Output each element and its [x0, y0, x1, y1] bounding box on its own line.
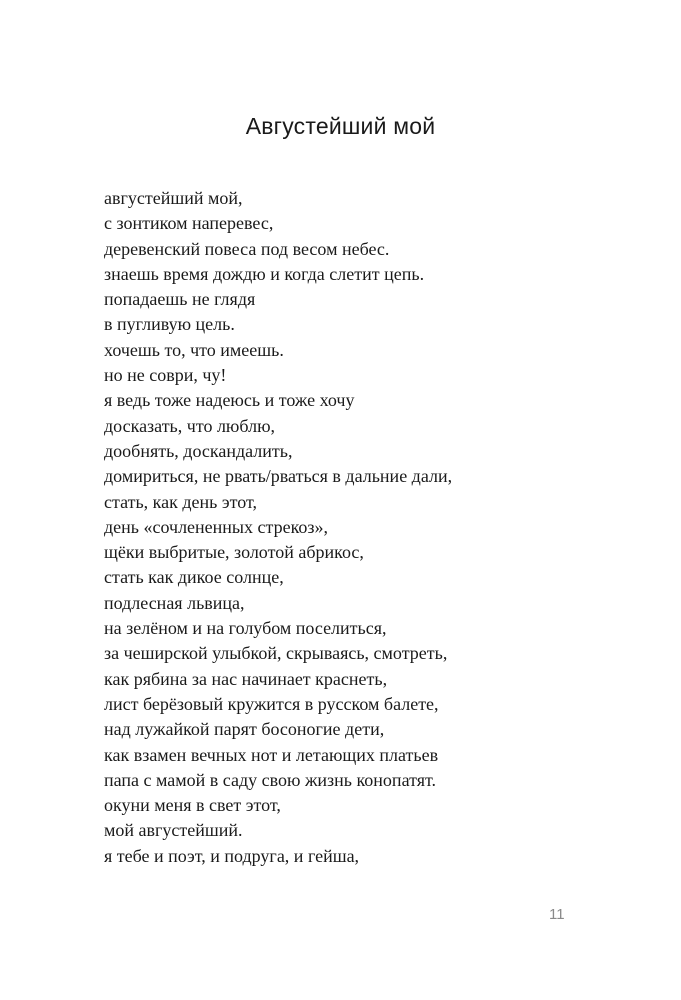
poem-line: на зелёном и на голубом поселиться,: [104, 618, 387, 639]
poem-line: домириться, не рвать/рваться в дальние дали,: [104, 466, 453, 487]
poem-line: щёки выбритые, золотой абрикос,: [104, 542, 364, 563]
poem-line: мой августейший.: [104, 820, 243, 841]
poem-line: как взамен вечных нот и летающих платьев: [104, 744, 439, 765]
poem-line: августейший мой,: [104, 188, 243, 208]
poem-line: лист берёзовый кружится в русском балете,: [104, 693, 439, 714]
poem-line: но не соври, чу!: [104, 365, 227, 386]
poem-line: я ведь тоже надеюсь и тоже хочу: [104, 390, 355, 411]
poem-line: день «сочлененных стрекоз»,: [104, 516, 329, 537]
poem-body: [104, 186, 452, 869]
poem-line: стать как дикое солнце,: [104, 567, 284, 588]
poem-title: Августейший мой: [245, 113, 436, 139]
poem-line: окуни меня в свет этот,: [104, 795, 281, 816]
poem-line: с зонтиком наперевес,: [104, 213, 274, 234]
page-number: 11: [549, 906, 565, 923]
poem-line: я тебе и поэт, и подруга, и гейша,: [104, 845, 360, 866]
poem-line: хочешь то, что имеешь.: [104, 339, 284, 360]
poem-line: деревенский повеса под весом небес.: [104, 238, 390, 259]
poem-line: стать, как день этот,: [104, 491, 257, 512]
poem-line: дообнять, доскандалить,: [104, 440, 293, 461]
poem-line: в пугливую цель.: [104, 314, 235, 335]
poem-line: досказать, что люблю,: [104, 415, 276, 436]
poem-line: подлесная львица,: [104, 592, 245, 613]
poem-line: папа с мамой в саду свою жизнь конопатят.: [104, 769, 437, 790]
poem-line: как рябина за нас начинает краснеть,: [104, 668, 388, 689]
poem-line: знаешь время дождю и когда слетит цепь.: [104, 263, 425, 284]
poem-line: за чеширской улыбкой, скрываясь, смотреть,: [104, 643, 448, 664]
poem-line: над лужайкой парят босоногие дети,: [104, 719, 385, 740]
poem-line: попадаешь не глядя: [104, 289, 256, 310]
